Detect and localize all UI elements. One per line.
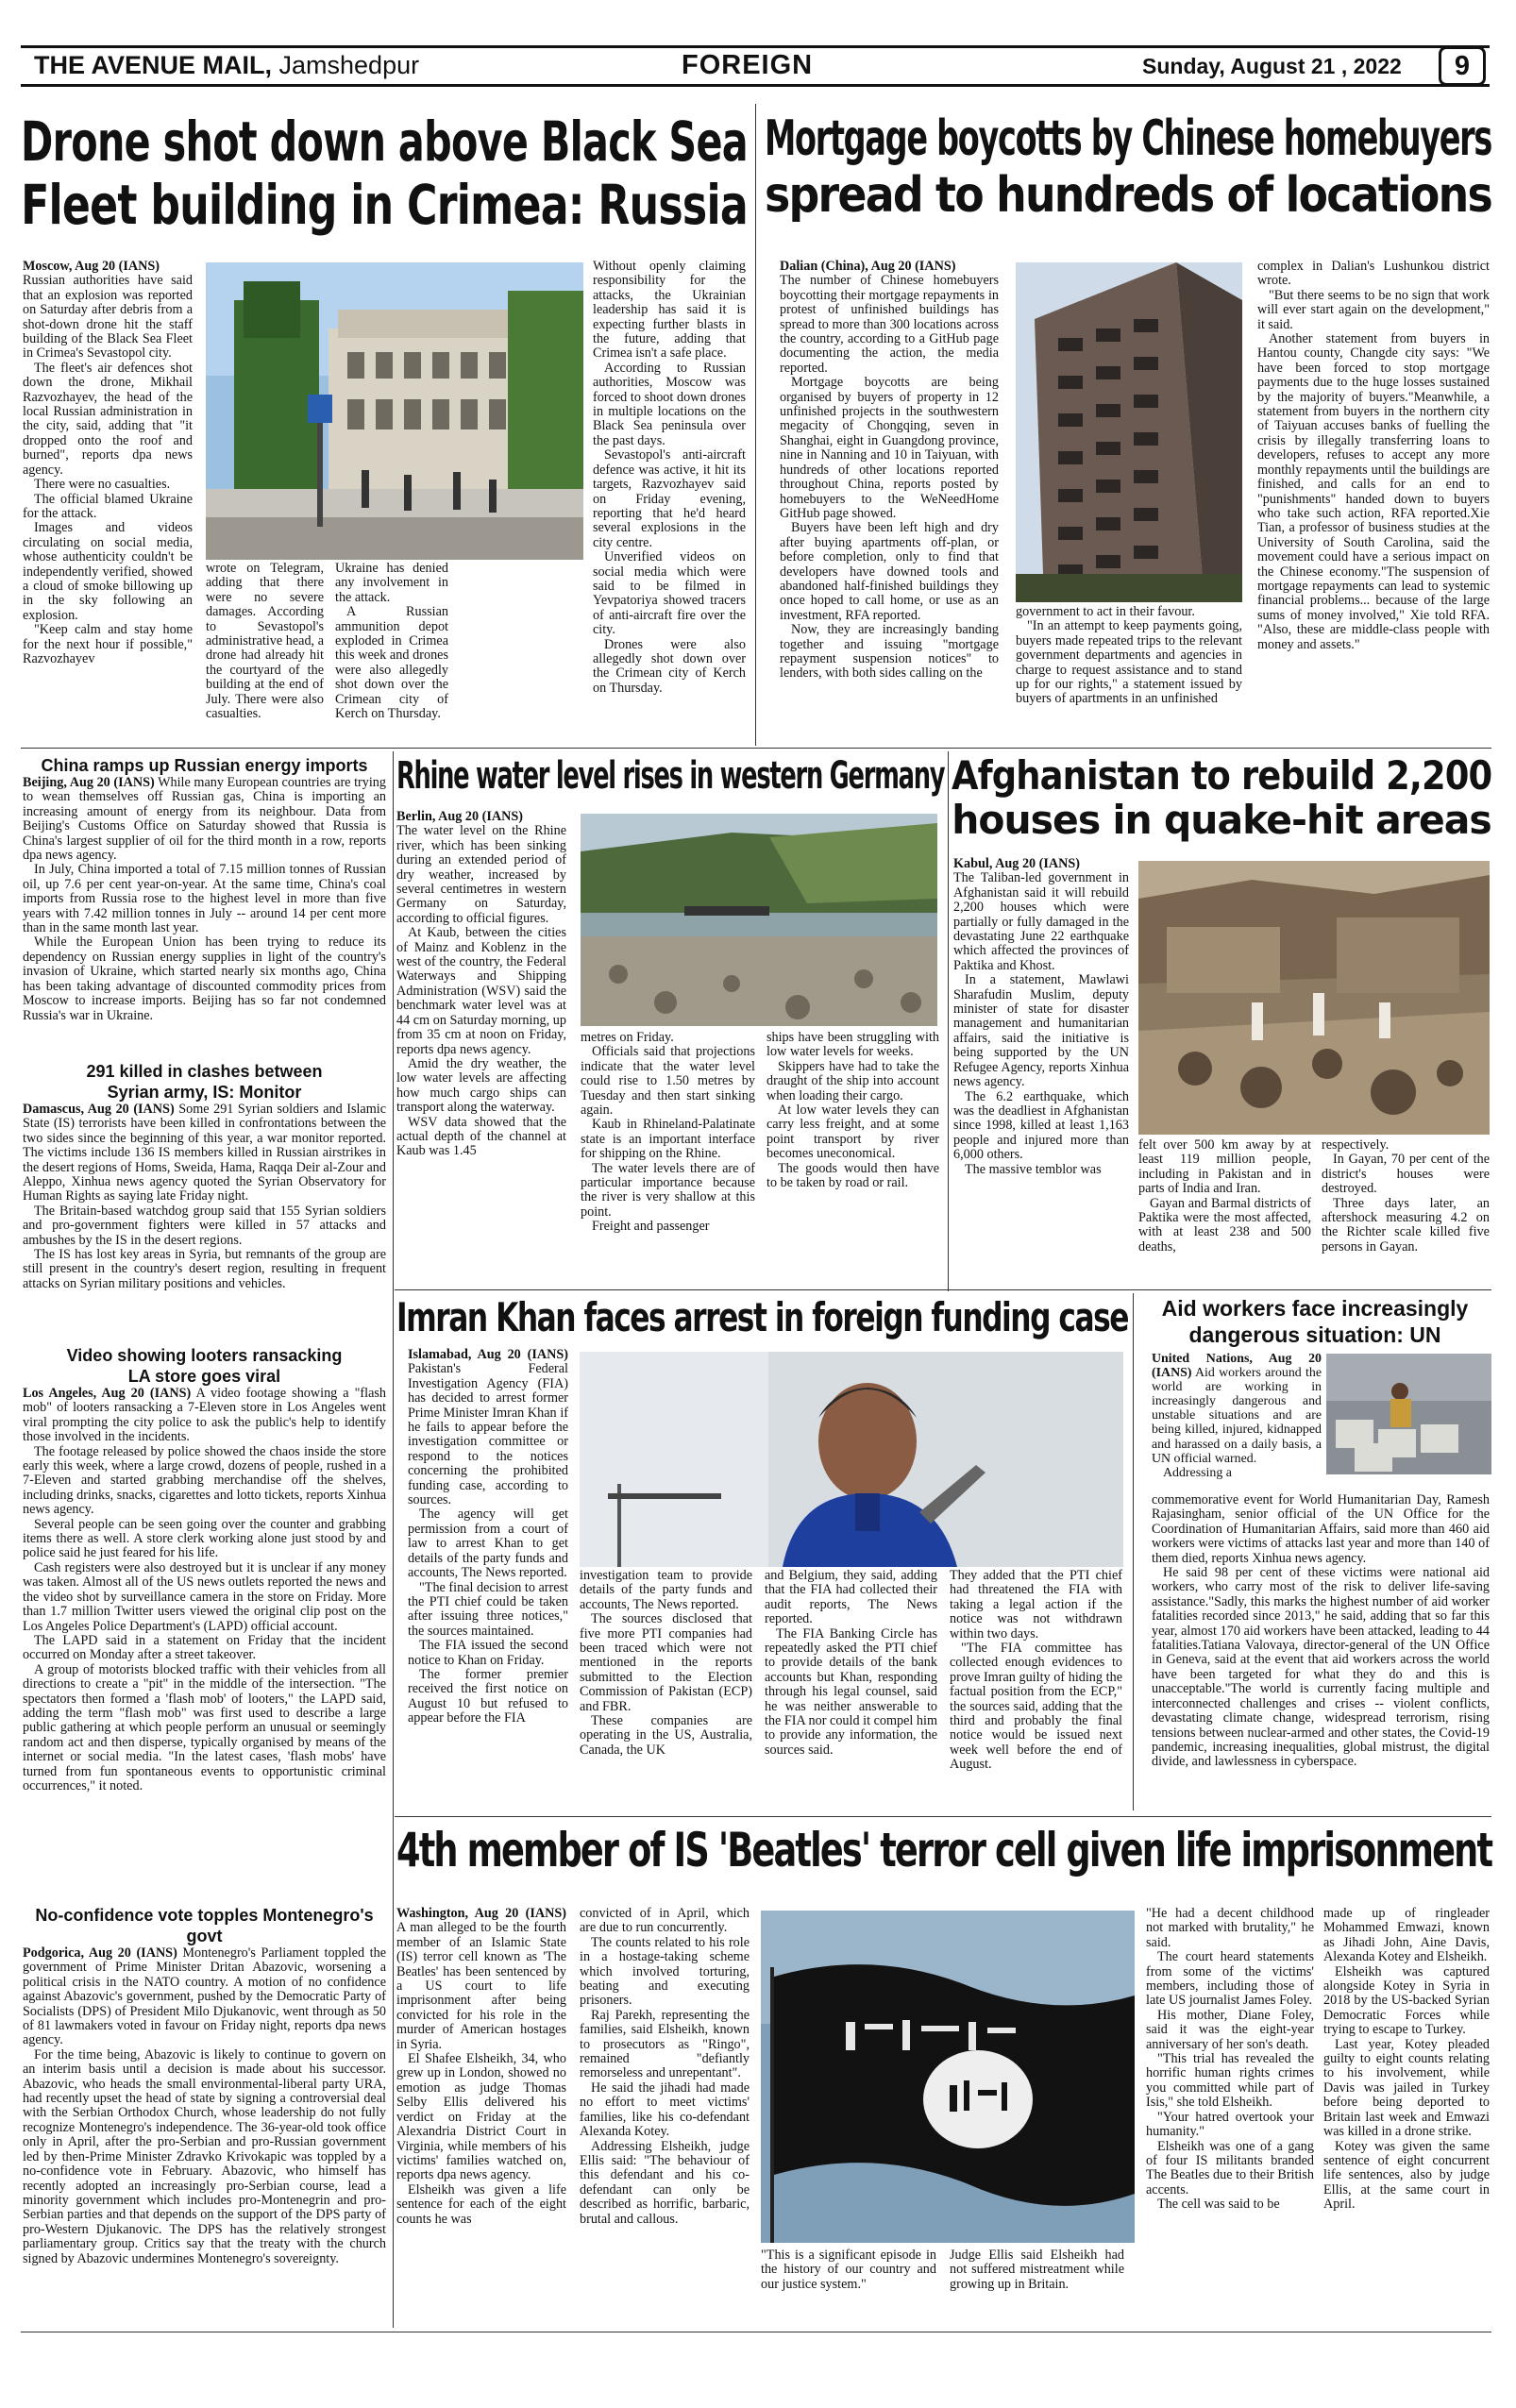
drone-dateline: Moscow, Aug 20 (IANS): [23, 260, 160, 274]
is-flag-photo: [761, 1911, 1135, 2243]
beatles-column-6: made up of ringleader Mohammed Emwazi, known as Jihadi John, Aine Davis, Alexanda Kotey and Elsheikh. Elsheikh was captured alongside Kotey in Syria in 2018 by the US-backed Syrian Democratic Forces while trying to escape to Turkey. Last year, Kotey pleaded guilty to eight counts relating to his involvement, while Davis was jailed in Turkey before being deported to Britain last week and Emwazi was killed in a drone strike. Kotey was given the same sentence of eight concurrent life sentences, also by judge Ellis, at the same court in April.: [1323, 1907, 1490, 2213]
imran-column-4: They added that the PTI chief had threatened the FIA with taking a legal action if the notice was not withdrawn within two days. "The FIA committee has collected enough evidences to prove Imran guilty of hiding the factual position from the ECP," the sources said, adding that the third and probably the final notice would be issued next week well before the end of August.: [950, 1569, 1122, 1773]
masthead: [21, 45, 1490, 87]
syria-dateline: Damascus, Aug 20 (IANS): [23, 1103, 175, 1117]
beatles-column-1: Washington, Aug 20 (IANS) A man alleged to be the fourth member of an Islamic State (IS) terror cell known as 'The Beatles' has been sentenced by a US court to life imprisonment after being convicted for his role in the murder of American hostages in Syria. El Shafee Elsheikh, 34, who grew up in London, showed no emotion as judge Thomas Selby Ellis delivered his verdict on Friday at the Alexandria District Court in Virginia, while members of his victims' families watched on, reports dpa news agency. Elsheikh was given a life sentence for each of the eight counts he was: [396, 1907, 566, 2227]
rhine-column-2: metres on Friday. Officials said that projections indicate that the water level could rise to 1.50 metres by Tuesday and then start sinking again. Kaub in Rhineland-Palatinate state is an important interface for shipping on the Rhine. The water levels there are of particular importance because the river is very shallow at this point. Freight and passenger: [581, 1031, 755, 1235]
montenegro-article: [23, 1905, 386, 2266]
section-divider: [395, 1289, 1491, 1290]
imran-column-2: investigation team to provide details of the party funds and accounts, The News reported. The sources disclosed that five more PTI companies had been traced which were not mentioned in the reports submitted to the Election Commission of Pakistan (ECP) and FBR. These companies are operating in the US, Australia, Canada, the UK: [580, 1569, 752, 1758]
beatles-column-3: "This is a significant episode in the history of our country and our justice system.": [761, 2248, 936, 2292]
paper-name: THE AVENUE MAIL, Jamshedpur: [34, 51, 420, 79]
looters-article: [23, 1345, 386, 1793]
afghan-headline-line2: houses in quake-hit areas: [952, 797, 1491, 844]
montenegro-dateline: Podgorica, Aug 20 (IANS): [23, 1946, 177, 1961]
looters-dateline: Los Angeles, Aug 20 (IANS): [23, 1387, 192, 1401]
column-divider: [393, 751, 394, 2328]
energy-dateline: Beijing, Aug 20 (IANS): [23, 776, 155, 790]
beatles-column-2: convicted of in April, which are due to run concurrently. The counts related to his role in a hostage-taking scheme which involved torturing, beating and executing prisoners. Raj Parekh, representing the families, said Elsheikh, known to prosecutors as "Ringo", remained "defiantly remorseless and unrepentant". He said the jihadi had made no effort to meet victims' families, like his co-defendant Alexanda Kotey. Addressing Elsheikh, judge Ellis said: "The behaviour of this defendant and his co-defendant can only be described as horrific, barbaric, brutal and callous.: [580, 1907, 750, 2227]
looters-body: Los Angeles, Aug 20 (IANS) A video footage showing a "flash mob" of looters ransacking a 7-Eleven store in Los Angeles went viral prompting the city police to ask the public's help to identify those involved in the incidents. The footage released by police showed the chaos inside the store early this week, where a large crowd, dozens of people, rushed in a 7-Eleven and started grabbing merchandise off the shelves, including drinks, snacks, cigarettes and lotto tickets, reports Xinhua news agency. Several people can be seen going over the counter and grabbing items there as well. A store clerk working alone just stood by and police said he just feared for his life. Cash registers were also destroyed but it is unclear if any money was taken. Almost all of the US news outlets reported the news and the video shot by surveillance camera in the store on Friday. More than 1.7 million Twitter users viewed the original clip post on the Los Angeles Police Department's (LAPD) official account. The LAPD said in a statement on Friday that the incident occurred on Monday after a street takeover. A group of motorists blocked traffic with their vehicles from all directions to create a "pit" in the middle of the intersection. "The spectators then formed a 'flash mob' of looters," the LAPD said, adding the term "flash mob" was first used to describe a large public gathering at which people perform an unusual or seemingly random act and then disperse, typically organised by means of the internet or social media. "In the latest cases, 'flash mobs' have turned from fun spontaneous events to opportunistic criminal occurrences," it noted.: [23, 1387, 386, 1793]
mortgage-headline-line2: spread to hundreds of locations: [765, 167, 1491, 225]
looters-headline-line2: LA store goes viral: [127, 1367, 281, 1386]
imran-column-3: and Belgium, they said, adding that the FIA had collected their audit reports, The News reported. The FIA Banking Circle has repeatedly asked the PTI chief to provide details of the bank accounts but Khan, responding through his legal counsel, said he was neither answerable to the FIA nor could it compel him to provide any information, the sources said.: [765, 1569, 937, 1758]
aid-headline-line2: dangerous situation: UN: [1188, 1322, 1441, 1347]
montenegro-body: Podgorica, Aug 20 (IANS) Montenegro's Parliament toppled the government of Prime Minister Dritan Abazovic, worsening a political crisis in the NATO country. A motion of no confidence against Abazovic's government, pushed by the Democratic Party of Socialists (DPS) of President Milo Djukanovic, went through as 50 of 81 lawmakers voted in favour on Friday night, reports dpa news agency. For the time being, Abazovic is likely to continue to govern on an interim basis until a decision is made about his successor. Abazovic, who heads the small environmental-liberal party URA, had recently upset the head of state by signing a controversial deal with the Serbian Orthodox Church, whose leadership do not fully recognize Montenegro's independence. The 36-year-old took office only in April, after the pro-Serbian and pro-Russian government led by then-Prime Minister Zdravko Krivokapic was toppled by a no-confidence vote in February. Abazovic, who himself has recently adopted an increasingly pro-Serbian course, lead a minority government which includes pro-Montenegrin and pro-Serbian parties and that depends on the support of the DPS party of pro-Western Djukanovic. The DPS has the relatively strongest parliamentary group. Critics say that the treaty with the church signed by Abazovic undermines Montenegro's sovereignty.: [23, 1946, 386, 2266]
aid-headline-line1: Aid workers face increasingly: [1161, 1296, 1469, 1321]
aid-column-top: United Nations, Aug 20 (IANS) Aid workers around the world are working in increasingly dangerous and unstable situations and are being killed, injured, kidnapped and harassed on a daily basis, a UN official warned. Addressing a: [1152, 1352, 1322, 1480]
section-name: FOREIGN: [682, 50, 814, 80]
drone-headline-line1: Drone shot down above Black Sea: [21, 109, 748, 174]
imran-headline: Imran Khan faces arrest in foreign funding case: [396, 1294, 1128, 1340]
mortgage-dateline: Dalian (China), Aug 20 (IANS): [780, 260, 956, 274]
aid-column-full: commemorative event for World Humanitarian Day, Ramesh Rajasingham, senior official of the UN Office for the Coordination of Humanitarian Affairs, said more than 460 aid workers were victims of attacks last year and more than 140 of them died, reports Xinhua news agency. He said 98 per cent of these victims were national aid workers, who carry most of the risk to deliver life-saving assistance."Sadly, this marks the highest number of aid worker fatalities recorded since 2013," he said, adding that so far this year, almost 170 aid workers have been attacked, leading to 44 fatalities.Tatiana Valovaya, director-general of the UN Office in Geneva, said at the event that aid workers across the world have been targeted for what they do and this is unacceptable."The world is currently facing multiple and interconnected challenges and crises -- violent conflicts, devastating climate change, widespread terrorism, rising tensions between nuclear-armed and other states, the Covid-19 pandemic, increasing inequalities, global mistrust, the digital divide, and lawlessness in cyberspace.: [1152, 1493, 1490, 1770]
afghan-column-1: Kabul, Aug 20 (IANS) The Taliban-led government in Afghanistan said it will rebuild 2,200 houses which were partially or fully damaged in the devastating June 22 earthquake which affected the provinces of Paktika and Khost. In a statement, Mawlawi Sharafudin Muslim, deputy minister of state for disaster management and humanitarian affairs, said the initiative is being supported by the UN Refugee Agency, reports Xinhua news agency. The 6.2 earthquake, which was the deadliest in Afghanistan since 1998, killed at least 1,163 people and injured more than 6,000 others. The massive temblor was: [953, 857, 1129, 1177]
imran-dateline: Islamabad, Aug 20 (IANS): [408, 1348, 568, 1362]
energy-headline: China ramps up Russian energy imports: [41, 756, 368, 775]
mortgage-column-3: complex in Dalian's Lushunkou district wrote. "But there seems to be no sign that work will ever start again on the development," it said. Another statement from buyers in Hantou county, Changde city says: "We have been forced to stop mortgage payments due to the huge losses sustained by the majority of buyers."Meanwhile, a statement from buyers in the northern city of Taiyuan accuses banks of fuelling the crisis by illegally transferring loans to developers, refuses to accept any more monthly repayments until the buildings are finished, and calls for an end to "punishments" handed down to buyers who take such action, RFA reported.Xie Tian, a professor of business studies at the University of South Carolina, said the movement could have a serious impact on the Chinese economy."The suspension of mortgage repayments can lead to systemic financial problems... because of the large sums of money involved," Xie told RFA. "Also, these are middle-class people with money and assets.": [1257, 260, 1490, 652]
column-divider: [1133, 1293, 1134, 1810]
aid-workers-photo: [1326, 1354, 1491, 1474]
column-divider: [755, 104, 756, 746]
mortgage-headline-line1: Mortgage boycotts by Chinese homebuyers: [765, 110, 1492, 167]
energy-article: [23, 755, 386, 1023]
section-divider: [21, 748, 1491, 749]
imran-khan-photo: [580, 1352, 1123, 1567]
page-number: 9: [1439, 46, 1486, 86]
drone-column-2: wrote on Telegram, adding that there were no severe damages. According to Sevastopol's administrative head, a drone had already hit the courtyard of the building at the end of July. There were also casualties.: [206, 562, 324, 722]
looters-headline-line1: Video showing looters ransacking: [66, 1346, 343, 1365]
afghan-article: [952, 753, 1491, 842]
beatles-article: [396, 1824, 1491, 1877]
mortgage-column-2: government to act in their favour. "In an attempt to keep payments going, buyers made repeated trips to the relevant government departments and agencies in charge to request assistance and to stand up for our rights," a statement issued by buyers of apartments in an unfinished: [1016, 605, 1242, 707]
aid-dateline: United Nations, Aug 20 (IANS): [1152, 1352, 1322, 1381]
beatles-dateline: Washington, Aug 20 (IANS): [396, 1907, 566, 1921]
syria-headline-line2: Syrian army, IS: Monitor: [107, 1083, 302, 1102]
mortgage-building-photo: [1016, 262, 1242, 602]
beatles-column-4: Judge Ellis said Elsheikh had not suffered mistreatment while growing up in Britain.: [950, 2248, 1124, 2292]
rhine-column-3: ships have been struggling with low water levels for weeks. Skippers have had to take the draught of the ship into account when loading their cargo. At low water levels they can carry less freight, and at some point transport by river becomes uneconomical. The goods would then have to be taken by road or rail.: [766, 1031, 939, 1191]
drone-column-3: Ukraine has denied any involvement in the attack. A Russian ammunition depot exploded in Crimea this week and drones were also allegedly shot down over the Crimean city of Kerch on Thursday.: [335, 562, 448, 722]
column-divider: [948, 751, 949, 1291]
beatles-headline: 4th member of IS 'Beatles' terror cell given life imprisonment: [396, 1823, 1492, 1878]
drone-article: [21, 111, 748, 236]
rhine-article: [396, 755, 944, 798]
syria-article: [23, 1061, 386, 1291]
afghan-column-2: felt over 500 km away by at least 119 million people, including in Pakistan and in parts of India and Iran. Gayan and Barmal districts of Paktika were the most affected, with at least 238 and 500 deaths,: [1138, 1138, 1311, 1255]
issue-date: Sunday, August 21 , 2022: [1142, 54, 1402, 78]
rhine-headline: Rhine water level rises in western Germany: [396, 754, 945, 798]
imran-article: [396, 1295, 1128, 1339]
section-divider: [395, 1816, 1491, 1817]
syria-headline-line1: 291 killed in clashes between: [86, 1062, 323, 1081]
syria-body: Damascus, Aug 20 (IANS) Some 291 Syrian soldiers and Islamic State (IS) terrorists have been killed in confrontations between the two sides since the beginning of this year, a war monitor reported. The victims include 136 IS members killed in Russian airstrikes in the desert regions of Homs, Sweida, Hama, Raqqa Deir al-Zour and Aleppo, Xinhua news agency quoted the Syrian Observatory for Human Rights as saying late Friday night. The Britain-based watchdog group said that 155 Syrian soldiers and pro-government fighters were killed in 57 attacks and ambushes by the IS in the desert regions. The IS has lost key areas in Syria, but remnants of the group are still present in the country's desert region, resulting in frequent attacks on Syrian military positions and vehicles.: [23, 1103, 386, 1291]
rhine-dateline: Berlin, Aug 20 (IANS): [396, 810, 524, 824]
drone-column-4: Without openly claiming responsibility for the attacks, the Ukrainian leadership has said it is expecting further blasts in the future, adding that Crimea isn't a safe place. According to Russian authorities, Moscow was forced to shoot down drones in multiple locations on the Black Sea peninsula over the past days. Sevastopol's anti-aircraft defence was active, it hit its targets, Razvozhayev said on Friday evening, reporting that he'd heard several explosions in the city centre. Unverified videos on social media which were said to be filmed in Yevpatoriya showed tracers of anti-aircraft fire over the city. Drones were also allegedly shot down over the Crimean city of Kerch on Thursday.: [593, 260, 746, 696]
drone-building-photo: [206, 262, 583, 560]
rhine-column-1: Berlin, Aug 20 (IANS) The water level on the Rhine river, which has been sinking during an extended period of dry weather, increased by several centimetres in western Germany on Saturday, according to official figures. At Kaub, between the cities of Mainz and Koblenz in the west of the country, the Federal Waterways and Shipping Administration (WSV) said the benchmark water level was at 44 cm on Saturday morning, up from 35 cm at noon on Friday, reports dpa news agency. Amid the dry weather, the low water levels are affecting how much cargo ships can transport along the waterway. WSV data showed that the actual depth of the channel at Kaub was 1.45: [396, 810, 566, 1159]
rhine-river-photo: [581, 814, 937, 1026]
aid-article: [1138, 1295, 1491, 1348]
afghan-headline-line1: Afghanistan to rebuild 2,200: [952, 752, 1492, 799]
drone-headline-line2: Fleet building in Crimea: Russia: [21, 172, 748, 237]
montenegro-headline: No-confidence vote topples Montenegro's govt: [35, 1906, 374, 1945]
mortgage-column-1: Dalian (China), Aug 20 (IANS) The number of Chinese homebuyers boycotting their mortgage repayments in protest of unfinished buildings has spread to more than 300 locations across the country, according to a GitHub page documenting the action, the media reported. Mortgage boycotts are being organised by buyers of property in 12 unfinished projects in the southwestern megacity of Chongqing, seven in Shanghai, eight in Guangdong province, nine in Nanning and 10 in Taiyuan, with hundreds of other locations reported throughout China, reports posted by homebuyers to the WeNeedHome GitHub page showed. Buyers have been left high and dry after buying apartments off-plan, or before completion, only to find that developers have downed tools and abandoned half-finished buildings they once hoped to call home, or use as an investment, RFA reported. Now, they are increasingly banding together and issuing "mortgage repayment suspension notices" to lenders, with both sides calling on the: [780, 260, 999, 682]
drone-column-1: Moscow, Aug 20 (IANS) Russian authorities have said that an explosion was reported on Saturday after debris from a shot-down drone hit the staff building of the Black Sea Fleet in Crimea's Sevastopol city. The fleet's air defences shot down the drone, Mikhail Razvozhayev, the head of the local Russian administration in the city, said, adding that "it dropped onto the roof and burned", reports dpa news agency. There were no casualties. The official blamed Ukraine for the attack. Images and videos circulating on social media, whose authenticity couldn't be independently verified, showed a cloud of smoke billowing up in the sky following an explosion. "Keep calm and stay home for the next hour if possible," Razvozhayev: [23, 260, 193, 666]
beatles-column-5: "He had a decent childhood not marked with brutality," he said. The court heard statements from some of the victims' members, including those of late US journalist James Foley. His mother, Diane Foley, said it was the eight-year anniversary of her son's death. "This trial has revealed the horrific human rights crimes you committed while part of Isis," she told Elsheikh. "Your hatred overtook your humanity." Elsheikh was one of a gang of four IS militants branded The Beatles due to their British accents. The cell was said to be: [1146, 1907, 1314, 2213]
energy-body: Beijing, Aug 20 (IANS) While many European countries are trying to wean themselves off Russian gas, China is importing an increasing amount of energy from its neighbour. Data from Beijing's Customs Office on Saturday showed that Russia is China's largest supplier of oil for the third month in a row, reports dpa news agency. In July, China imported a total of 7.15 million tonnes of Russian oil, up 7.6 per cent year-on-year. At the same time, China's coal imports from Russia rose to the highest level in more than five years with 7.42 million tonnes in July -- around 14 per cent more than in the same month last year. While the European Union has been trying to reduce its dependency on Russian energy supplies in light of the country's invasion of Ukraine, which started nearly six months ago, China has been taking advantage of discounted commodity prices from Moscow to increase imports. Beijing has so far not condemned Russia's war in Ukraine.: [23, 776, 386, 1023]
afghan-dateline: Kabul, Aug 20 (IANS): [953, 857, 1081, 871]
mortgage-article: [765, 111, 1491, 223]
afghan-column-3: respectively. In Gayan, 70 per cent of the district's houses were destroyed. Three days later, an aftershock measuring 4.2 on the Richter scale killed five persons in Gayan.: [1322, 1138, 1490, 1255]
imran-column-1: Islamabad, Aug 20 (IANS) Pakistan's Federal Investigation Agency (FIA) has decided to arrest former Prime Minister Imran Khan if he fails to appear before the investigation committee or respond to the notices concerning the prohibited funding case, according to sources. The agency will get permission from a court of law to arrest Khan to get details of the party funds and accounts, The News reported. "The final decision to arrest the PTI chief could be taken after issuing three notices," the sources maintained. The FIA issued the second notice to Khan on Friday. The former premier received the first notice on August 10 but refused to appear before the FIA: [408, 1348, 568, 1726]
afghan-quake-photo: [1138, 861, 1490, 1135]
